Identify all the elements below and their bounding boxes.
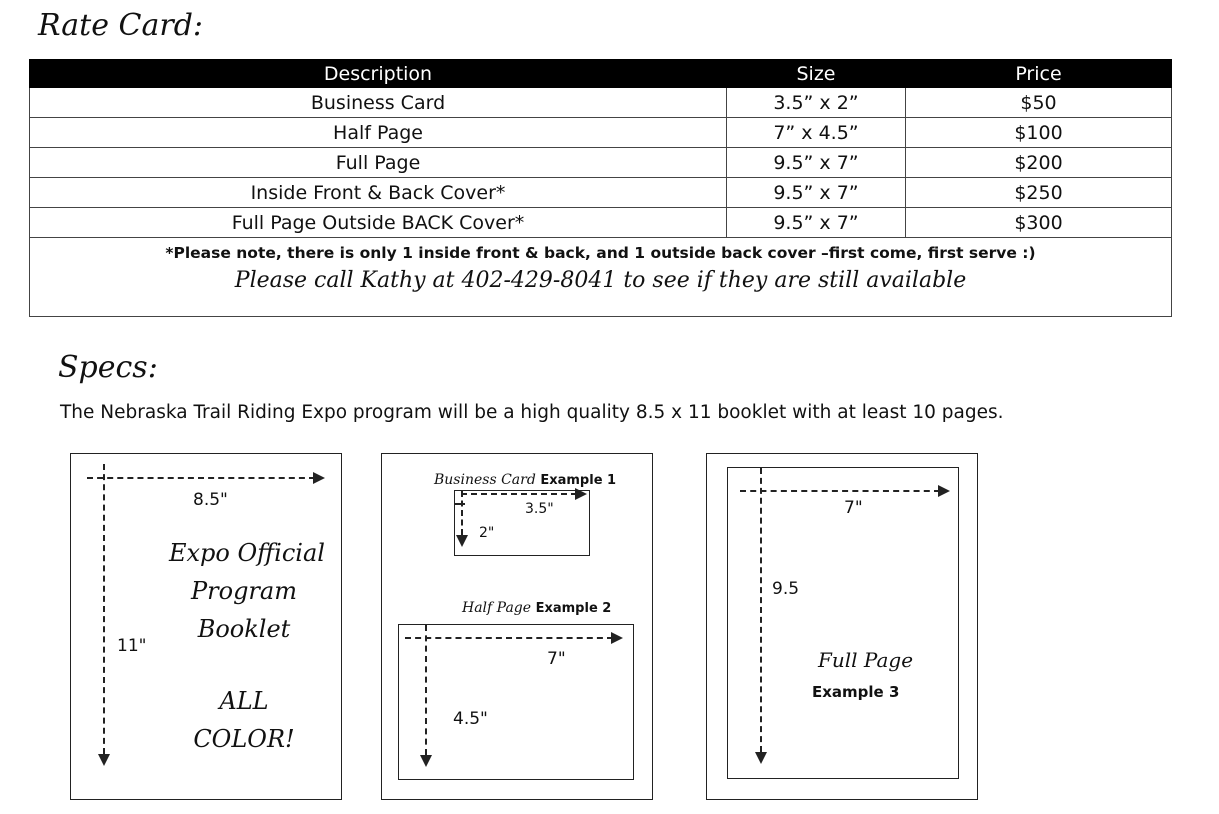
table-row — [30, 148, 1172, 178]
booklet-title-line: Program — [191, 577, 297, 605]
table-row — [30, 178, 1172, 208]
column-header-size: Size — [727, 60, 906, 88]
table-header-row — [30, 60, 1172, 88]
all-color-line: COLOR! — [193, 725, 295, 753]
cell-size: 9.5” x 7” — [727, 148, 906, 178]
half-page-box — [398, 624, 634, 780]
ex1-height-line — [461, 491, 463, 535]
width-label: 8.5" — [193, 490, 228, 510]
example-3-label: Example 3 — [812, 683, 900, 701]
full-page-box — [727, 467, 959, 779]
corner-tick — [455, 503, 465, 505]
ex2-height-label: 4.5" — [453, 709, 488, 729]
cell-size: 7” x 4.5” — [727, 118, 906, 148]
booklet-title — [169, 534, 325, 648]
arrow-down-icon — [755, 752, 767, 764]
cell-price: $200 — [906, 148, 1172, 178]
cell-description: Full Page — [30, 148, 727, 178]
column-header-price: Price — [906, 60, 1172, 88]
arrow-down-icon — [420, 755, 432, 767]
ex2-height-line — [425, 625, 427, 755]
example-2-caption — [462, 600, 611, 616]
column-header-description: Description — [30, 60, 727, 88]
half-page-script: Half Page — [462, 600, 532, 616]
ex3-width-line — [740, 490, 940, 492]
height-label: 11" — [117, 636, 147, 656]
arrow-right-icon — [611, 632, 623, 644]
arrow-right-icon — [313, 472, 325, 484]
arrow-down-icon — [98, 754, 110, 766]
example-1-text: Example 1 — [540, 473, 617, 488]
note-cell — [30, 238, 1172, 317]
rate-card-heading: Rate Card: — [38, 8, 203, 43]
example-2-text: Example 2 — [535, 601, 612, 616]
table-row — [30, 208, 1172, 238]
height-arrow-line — [103, 464, 105, 754]
cell-description: Full Page Outside BACK Cover* — [30, 208, 727, 238]
all-color-line: ALL — [219, 687, 269, 715]
specs-heading: Specs: — [58, 350, 158, 385]
full-page-diagram — [706, 453, 978, 800]
booklet-diagram — [70, 453, 342, 800]
ex2-width-label: 7" — [547, 649, 566, 669]
example-1-caption — [434, 472, 616, 488]
cell-description: Business Card — [30, 88, 727, 118]
arrow-down-icon — [456, 535, 468, 547]
specs-text: The Nebraska Trail Riding Expo program will be a high quality 8.5 x 11 booklet with at least 10 pages. — [60, 402, 1004, 423]
note-row — [30, 238, 1172, 317]
table-row — [30, 88, 1172, 118]
cell-price: $100 — [906, 118, 1172, 148]
call-note: Please call Kathy at 402-429-8041 to see if they are still available — [234, 268, 967, 293]
ex1-width-label: 3.5" — [525, 501, 554, 517]
ex3-height-label: 9.5 — [772, 579, 800, 599]
cell-size: 9.5” x 7” — [727, 178, 906, 208]
availability-note: *Please note, there is only 1 inside front & back, and 1 outside back cover –first come, first serve :) — [165, 244, 1036, 262]
cell-size: 3.5” x 2” — [727, 88, 906, 118]
cell-description: Inside Front & Back Cover* — [30, 178, 727, 208]
width-arrow-line — [87, 477, 315, 479]
arrow-right-icon — [575, 488, 587, 500]
full-page-script: Full Page — [818, 648, 914, 672]
booklet-title-line: Expo Official — [169, 539, 325, 567]
cell-size: 9.5” x 7” — [727, 208, 906, 238]
ex3-width-label: 7" — [844, 498, 863, 518]
cell-price: $300 — [906, 208, 1172, 238]
table-row — [30, 118, 1172, 148]
ex2-width-line — [405, 637, 613, 639]
cell-description: Half Page — [30, 118, 727, 148]
cell-price: $50 — [906, 88, 1172, 118]
business-card-script: Business Card — [434, 472, 536, 488]
business-card-box — [454, 490, 590, 556]
ex3-height-line — [760, 468, 762, 752]
ex1-height-label: 2" — [479, 525, 495, 541]
cell-price: $250 — [906, 178, 1172, 208]
booklet-title-line: Booklet — [197, 615, 291, 643]
examples-diagram — [381, 453, 653, 800]
arrow-right-icon — [938, 485, 950, 497]
ex1-width-line — [461, 493, 577, 495]
rate-table — [29, 59, 1172, 317]
all-color-text — [169, 682, 319, 758]
